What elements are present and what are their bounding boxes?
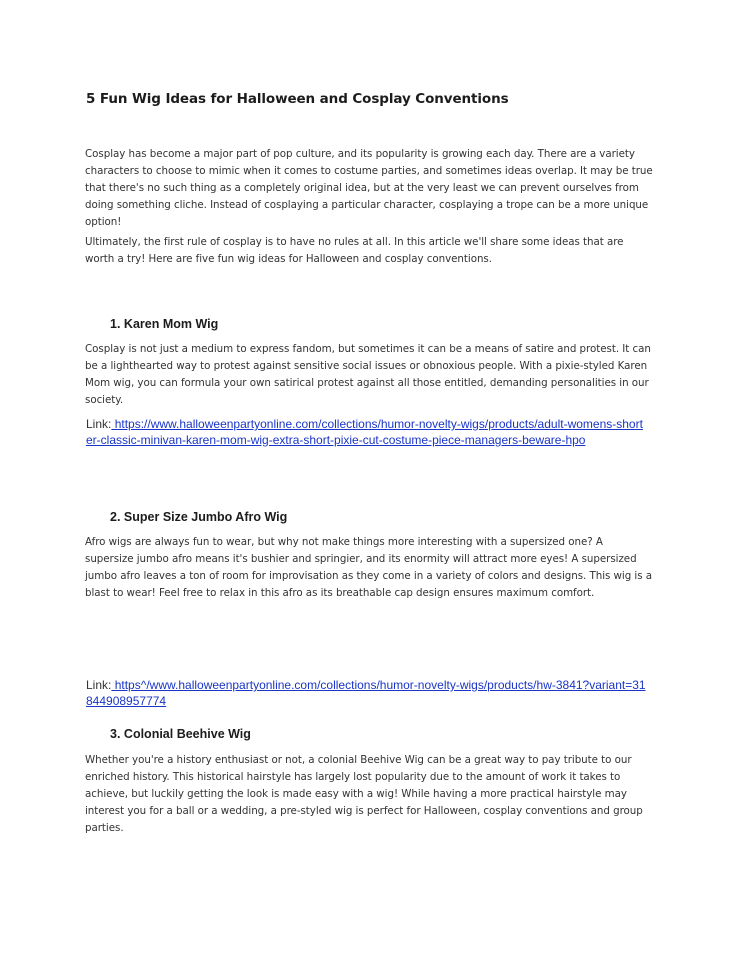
- section-heading-beehive: [110, 727, 251, 741]
- intro-paragraph-2: Ultimately, the first rule of cosplay is to have no rules at all. In this article we'll share some ideas that are worth a try! Here are five fun wig ideas for Halloween and cosplay conventions.: [85, 236, 624, 265]
- section-link-afro: [86, 678, 646, 709]
- section-title: Karen Mom Wig: [123, 317, 219, 331]
- section-number: 1.: [110, 317, 121, 331]
- section-heading-karen: [110, 317, 218, 331]
- intro-paragraph-1: Cosplay has become a major part of pop culture, and its popularity is growing each day. There are a variety characters to choose to mimic when it comes to costume parties, and sometimes ideas overlap. It may be true that there's no such thing as a completely original idea, but at the very least we can prevent ourselves from doing something cliche. Instead of cosplaying a particular character, cosplaying a trope can be a more unique option!: [85, 148, 653, 228]
- section-link-karen: [86, 417, 646, 448]
- link-label: Link:: [86, 417, 112, 431]
- product-link-afro[interactable]: https^/www.halloweenpartyonline.com/collections/humor-novelty-wigs/products/hw-3841?variant=31844908957774: [86, 678, 646, 708]
- section-heading-afro: [110, 510, 287, 524]
- section-body-afro: Afro wigs are always fun to wear, but why not make things more interesting with a supersized one? A supersize jumbo afro means it's bushier and springier, and its enormity will attract more eyes! A supersized jumbo afro leaves a ton of room for improvisation as they come in a variety of colors and designs. This wig is a blast to wear! Feel free to relax in this afro as its breathable cap design ensures maximum comfort.: [85, 536, 653, 599]
- page-title: 5 Fun Wig Ideas for Halloween and Cosplay Conventions: [86, 91, 509, 107]
- section-number: 3.: [110, 727, 121, 741]
- section-title: Super Size Jumbo Afro Wig: [123, 510, 288, 524]
- link-label: Link:: [86, 678, 112, 692]
- section-number: 2.: [110, 510, 121, 524]
- section-body-beehive: Whether you're a history enthusiast or not, a colonial Beehive Wig can be a great way to pay tribute to our enriched history. This historical hairstyle has largely lost popularity due to the amount of work it takes to achieve, but luckily getting the look is made easy with a wig! While having a more practical hairstyle may interest you for a ball or a wedding, a pre-styled wig is perfect for Halloween, cosplay conventions and group parties.: [85, 754, 643, 834]
- section-body-karen: Cosplay is not just a medium to express fandom, but sometimes it can be a means of satire and protest. It can be a lighthearted way to protest against sensitive social issues or obnoxious people. With a pixie-styled Karen Mom wig, you can formula your own satirical protest against all those entitled, demanding personalities in our society.: [85, 343, 651, 406]
- product-link-karen[interactable]: https://www.halloweenpartyonline.com/collections/humor-novelty-wigs/products/adult-womens-shorter-classic-minivan-karen-mom-wig-extra-short-pixie-cut-costume-piece-managers-beware-hpo: [86, 417, 643, 447]
- section-title: Colonial Beehive Wig: [123, 727, 251, 741]
